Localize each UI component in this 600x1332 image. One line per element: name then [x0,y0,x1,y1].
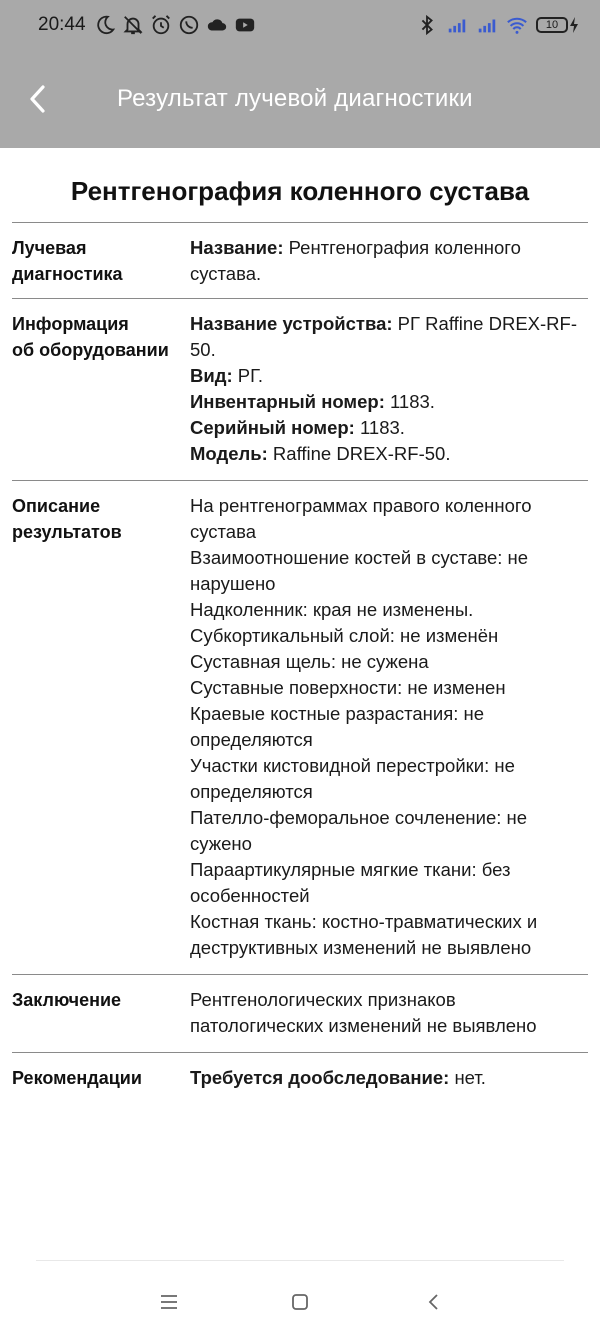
result-content [12,148,588,1104]
row-label [12,311,190,469]
field-value: РГ. [232,365,264,386]
nav-divider [36,1260,564,1261]
battery-icon [536,16,580,34]
menu-icon [160,1294,178,1310]
description-line: Субкортикальный слой: не изменён [190,625,499,646]
moon-icon [94,14,116,36]
row-label [12,235,190,287]
alarm-icon [150,14,172,36]
description-line: Краевые костные разрастания: не определяются [190,703,485,750]
cloud-icon [206,14,228,36]
description-line: Пателло-феморальное сочленение: не сужено [190,807,528,854]
row-label [12,493,190,963]
field-key: Вид: [190,365,233,386]
row-description [12,480,588,974]
document-title: Рентгенография коленного сустава [70,176,530,206]
whatsapp-icon [178,14,200,36]
description-line: Взаимоотношение костей в суставе: не нарушено [190,547,529,594]
signal-icon-2 [476,14,498,36]
row-value [190,311,588,469]
label-line: Информация [12,314,129,334]
label-line: об оборудовании [12,340,169,360]
app-bar [0,50,600,148]
signal-icon [446,14,468,36]
type-field [190,363,588,389]
description-line: Параартикулярные мягкие ткани: без особенностей [190,859,511,906]
field-value: РГ Raffine DREX-RF-50. [190,313,577,360]
field-key: Серийный номер: [190,417,355,438]
device-field [190,311,588,363]
bluetooth-icon [416,14,438,36]
recent-apps-button[interactable] [151,1284,187,1320]
field-value: нет. [449,1067,486,1088]
chevron-left-icon [27,84,49,114]
row-recommendations [12,1052,588,1104]
model-field [190,441,588,467]
field-key: Требуется дообследование: [190,1067,450,1088]
row-label: Заключение [12,990,122,1010]
label-line: результатов [12,522,122,542]
field-value: Рентгенография коленного сустава. [190,237,521,284]
row-conclusion [12,974,588,1052]
row-value [190,235,588,287]
field-key: Название: [190,237,284,258]
description-line: Костная ткань: костно-травматических и деструктивных изменений не выявлено [190,911,538,958]
row-equipment [12,298,588,480]
row-label: Рекомендации [12,1068,142,1088]
field-value: Raffine DREX-RF-50. [267,443,451,464]
field-key: Название устройства: [190,313,393,334]
back-button[interactable] [8,69,68,129]
inventory-field [190,389,588,415]
description-line: Суставные поверхности: не изменен [190,677,506,698]
field-key: Инвентарный номер: [190,391,385,412]
field-value: 1183. [354,417,405,438]
page-title: Результат лучевой диагностики [117,85,473,112]
row-diagnostics [12,222,588,298]
description-line: На рентгенограммах правого коленного сустава [190,495,532,542]
description-line: Суставная щель: не сужена [190,651,429,672]
status-bar [0,0,600,50]
status-time: 20:44 [38,14,86,35]
row-value [190,1065,588,1093]
system-back-button[interactable] [415,1284,451,1320]
charging-icon [568,16,580,34]
bell-off-icon [122,14,144,36]
square-icon [291,1293,309,1311]
label-line: Лучевая [12,238,87,258]
description-line: Участки кистовидной перестройки: не определяются [190,755,515,802]
field-key: Модель: [190,443,268,464]
serial-field [190,415,588,441]
home-button[interactable] [282,1284,318,1320]
system-nav-bar [0,1270,600,1332]
back-triangle-icon [427,1293,439,1311]
youtube-icon [234,14,256,36]
label-line: диагностика [12,264,123,284]
label-line: Описание [12,496,101,516]
row-value [190,493,588,963]
description-line: Надколенник: края не изменены. [190,599,474,620]
battery-level: 10 [536,17,568,33]
wifi-icon [506,14,528,36]
field-value: 1183. [384,391,435,412]
row-value: Рентгенологических признаков патологических изменений не выявлено [190,989,537,1036]
